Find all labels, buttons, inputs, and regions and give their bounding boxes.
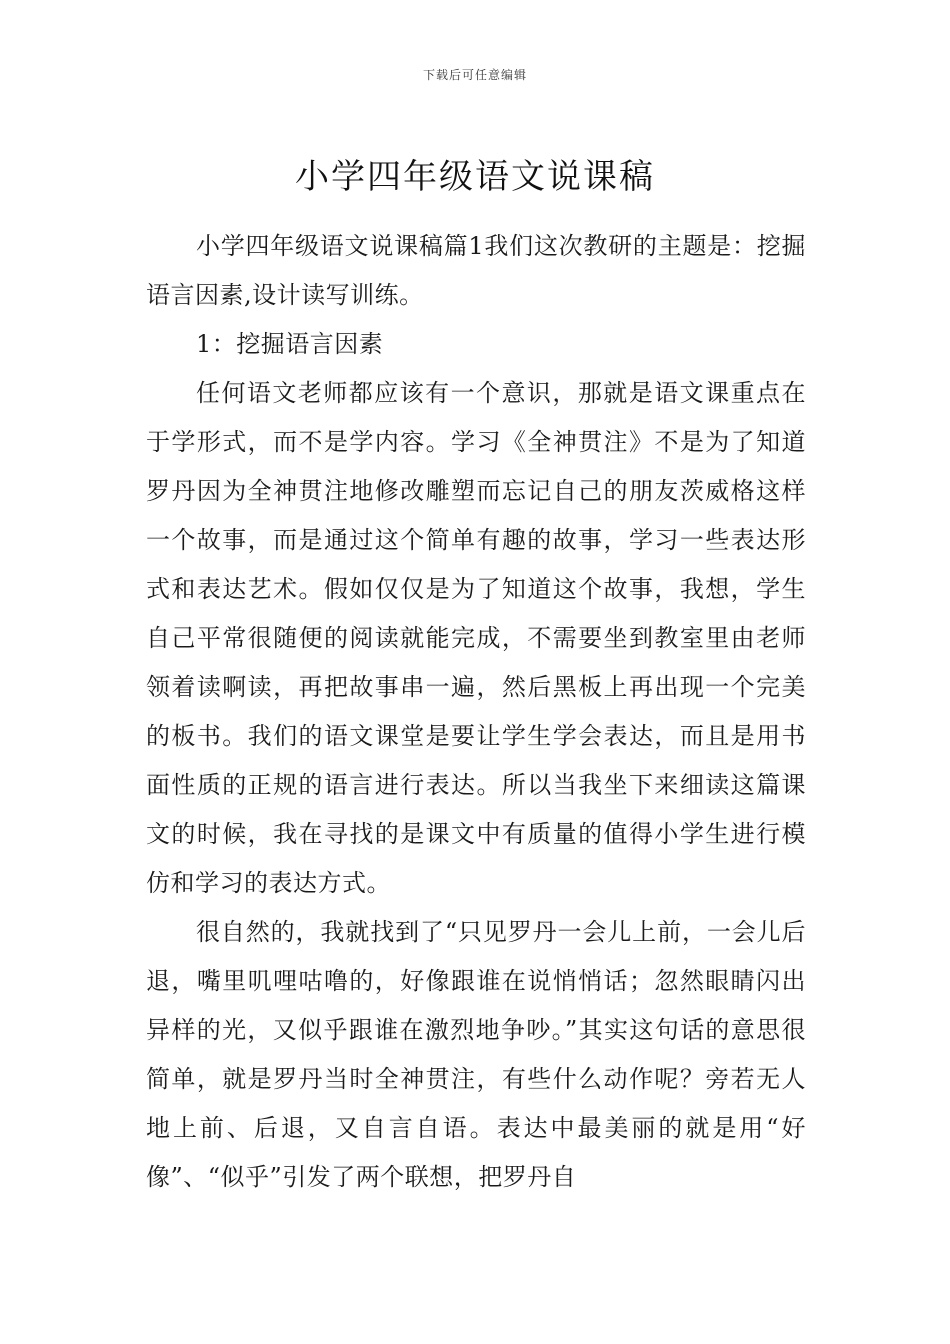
document-body (146, 222, 806, 1202)
document-title: 小学四年级语文说课稿 (295, 156, 655, 197)
header-note: 下载后可任意编辑 (422, 68, 527, 82)
paragraph-intro: 小学四年级语文说课稿篇1我们这次教研的主题是：挖掘语言因素,设计读写训练。 (146, 232, 806, 309)
section-heading: 1：挖掘语言因素 (196, 330, 384, 358)
paragraph-main: 任何语文老师都应该有一个意识，那就是语文课重点在于学形式，而不是学内容。学习《全神贯注》不是为了知道罗丹因为全神贯注地修改雕塑而忘记自己的朋友茨威格这样一个故事，而是通过这个简单有趣的故事，学习一些表达形式和表达艺术。假如仅仅是为了知道这个故事，我想，学生自己平常很随便的阅读就能完成，不需要坐到教室里由老师领着读啊读，再把故事串一遍，然后黑板上再出现一个完美的板书。我们的语文课堂是要让学生学会表达，而且是用书面性质的正规的语言进行表达。所以当我坐下来细读这篇课文的时候，我在寻找的是课文中有质量的值得小学生进行模仿和学习的表达方式。 (146, 379, 806, 897)
paragraph-example: 很自然的，我就找到了“只见罗丹一会儿上前，一会儿后退，嘴里叽哩咕噜的，好像跟谁在说悄悄话；忽然眼睛闪出异样的光，又似乎跟谁在激烈地争吵。”其实这句话的意思很简单，就是罗丹当时全神贯注，有些什么动作呢？旁若无人地上前、后退，又自言自语。表达中最美丽的就是用“好像”、“似乎”引发了两个联想，把罗丹自 (146, 918, 806, 1191)
